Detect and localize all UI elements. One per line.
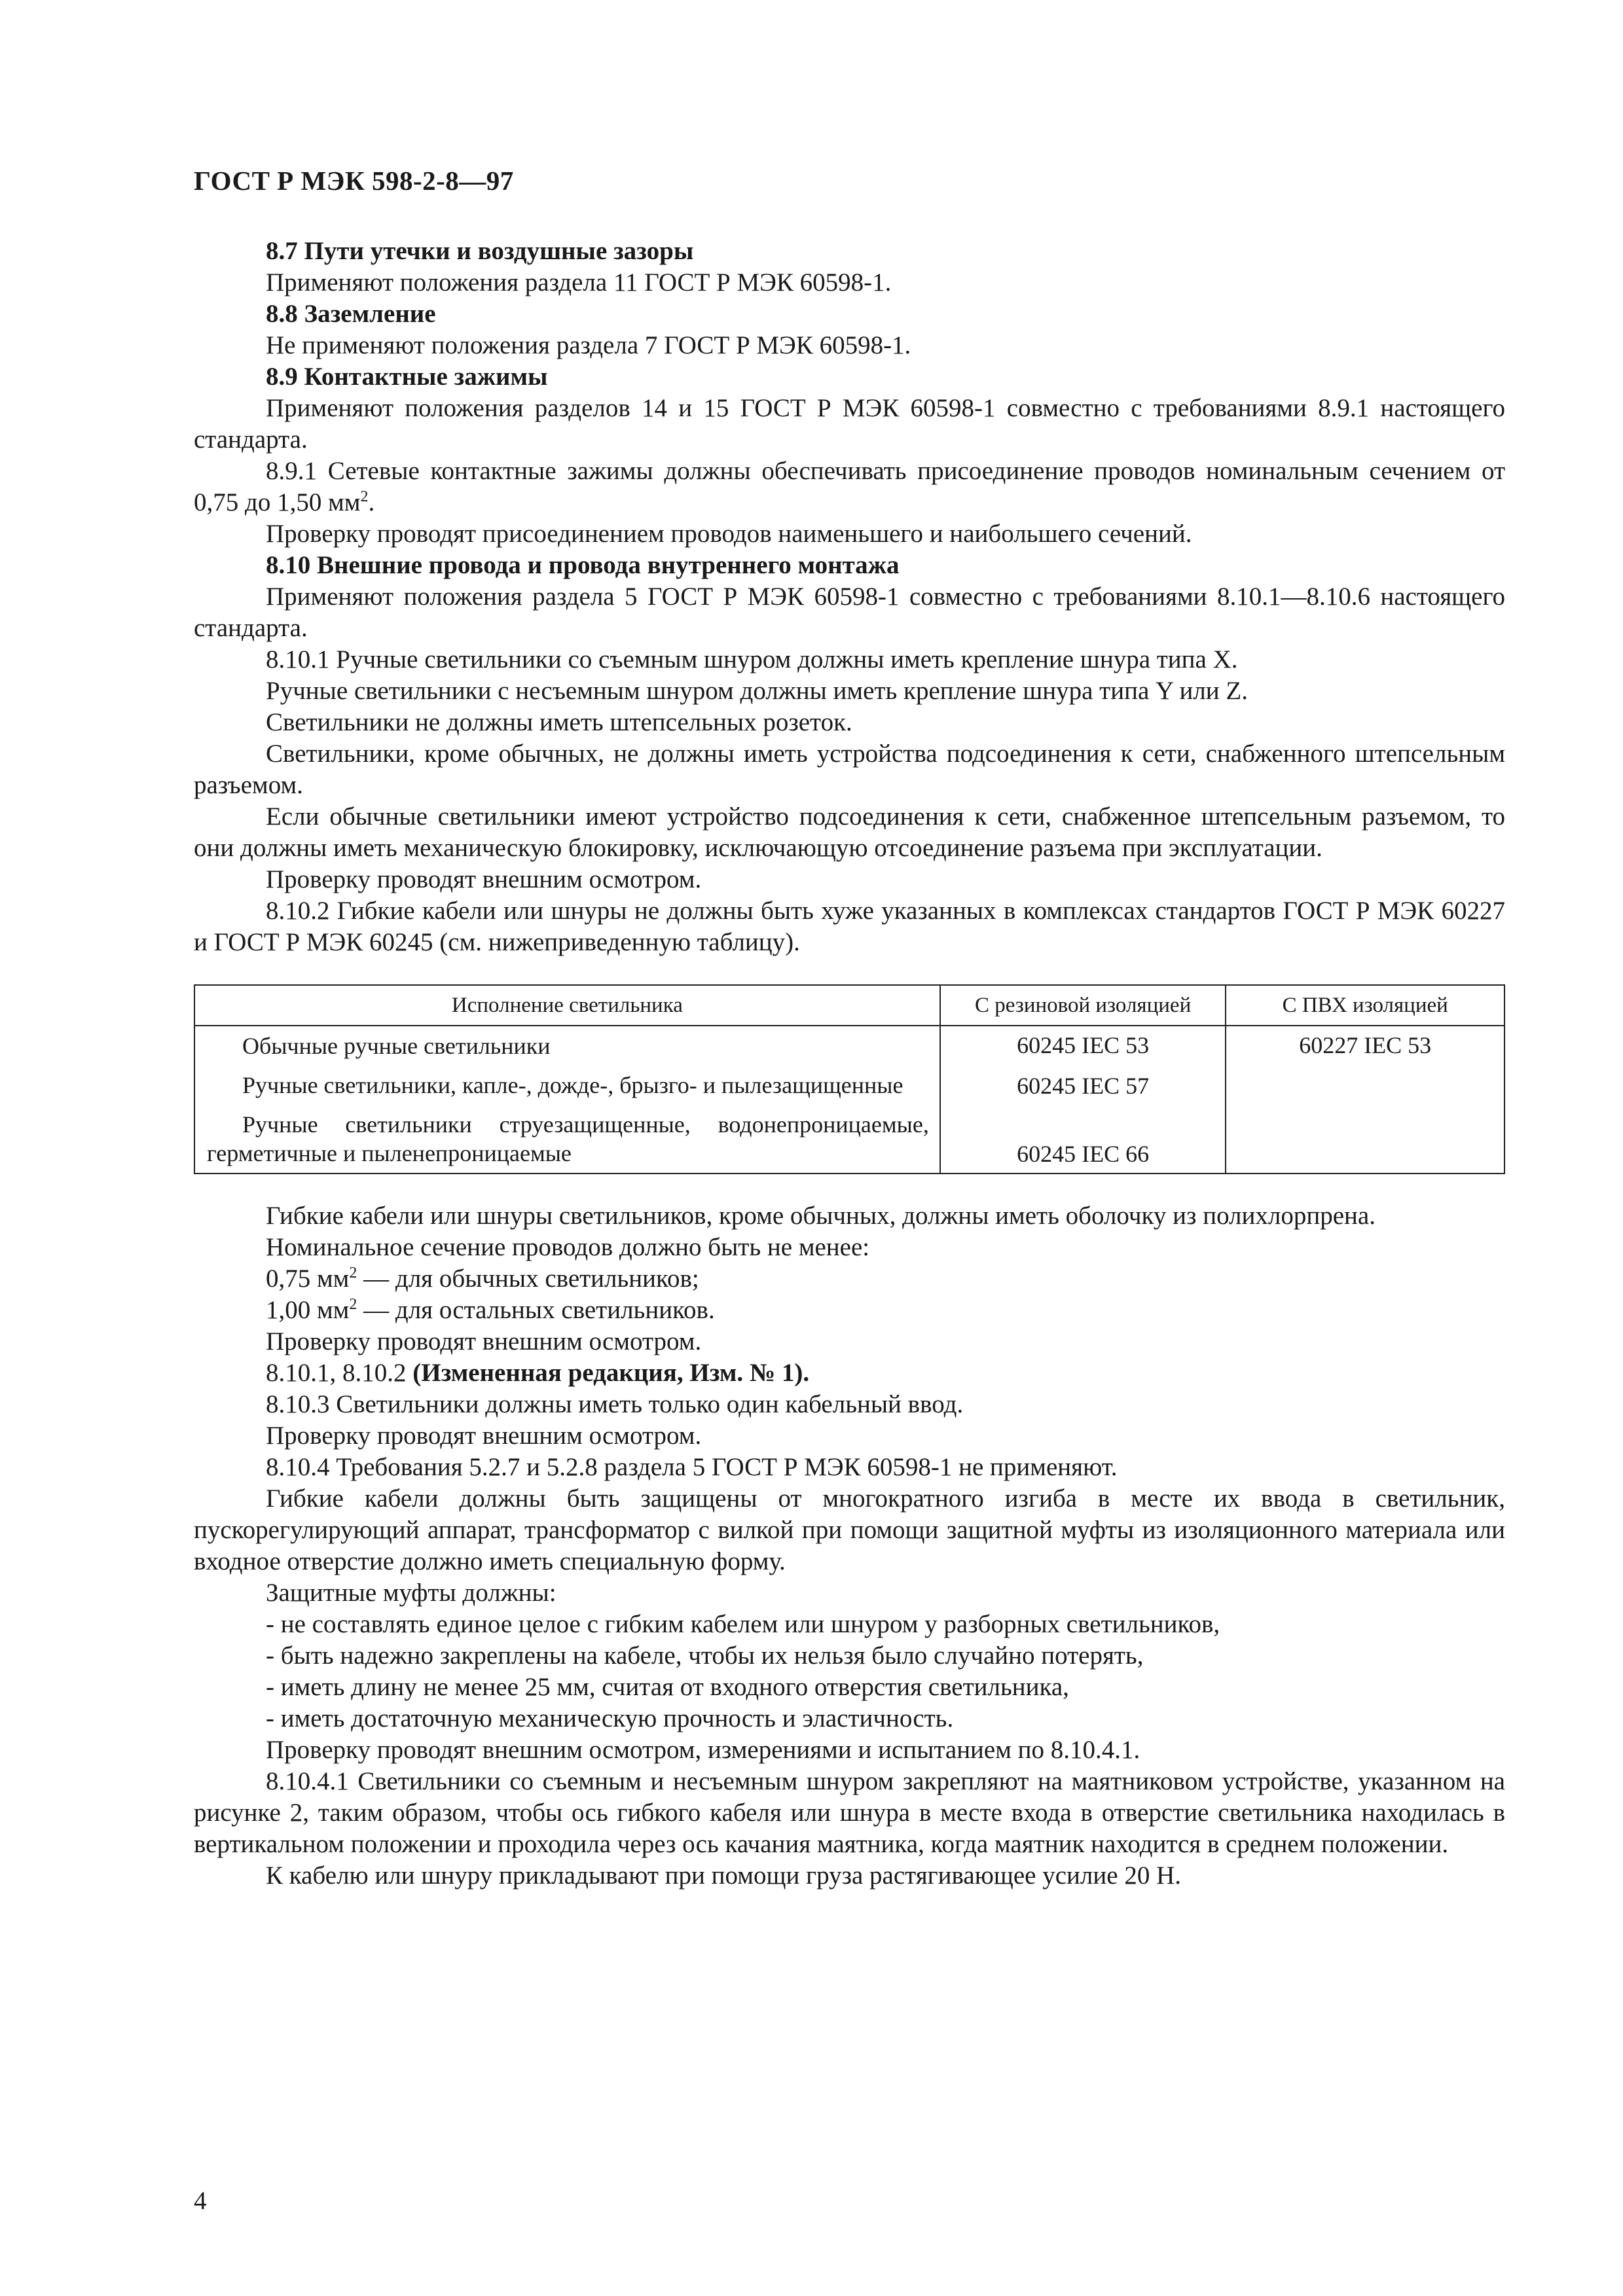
- after-table-b: Номинальное сечение проводов должно быть не менее:: [266, 1233, 870, 1261]
- section-8-7-title: 8.7 Пути утечки и воздушные зазоры: [266, 237, 694, 265]
- table-row: [194, 1026, 1504, 1066]
- page-number: 4: [194, 2187, 207, 2215]
- check-2: Проверку проводят внешним осмотром.: [266, 1327, 702, 1355]
- section-8-9-1-check: Проверку проводят присоединением проводов наименьшего и наибольшего сечений.: [266, 520, 1192, 548]
- section-8-10-4-1: 8.10.4.1 Светильники со съемным и несъемным шнуром закрепляют на маятниковом устройстве, указанном на рисунке 2, таким образом, чтобы ось гибкого кабеля или шнура в месте входа в отверстие светильника находилась в вертикальном положении и проходила через ось качания маятника, когда маятник находится в среднем положении.: [194, 1767, 1505, 1858]
- section-8-10-1-e: Если обычные светильники имеют устройство подсоединения к сети, снабженное штепсельным разъемом, то они должны иметь механическую блокировку, исключающую отсоединение разъема при эксплуатации.: [194, 802, 1505, 862]
- section-8-10-4-1-b: К кабелю или шнуру прикладывают при помощи груза растягивающее усилие 20 Н.: [266, 1861, 1181, 1890]
- section-1: 0,75 $мм^2$ — для обычных светильников;: [266, 1265, 699, 1293]
- section-8-10-2-a: 8.10.2 Гибкие кабели или шнуры не должны быть хуже указанных в комплексах стандартов ГОСТ Р МЭК 60227 и ГОСТ Р МЭК 60245 (см. нижеприведенную таблицу).: [194, 897, 1505, 956]
- table-row: [194, 1066, 1504, 1105]
- muff-intro: Защитные муфты должны:: [266, 1579, 556, 1607]
- table-cell: Обычные ручные светильники: [242, 1033, 551, 1059]
- table-cell: 60245 IEC 66: [940, 1105, 1226, 1174]
- check-4: Проверку проводят внешним осмотром, измерениями и испытанием по 8.10.4.1.: [266, 1736, 1140, 1764]
- muff-item: - иметь достаточную механическую прочность и эластичность.: [266, 1704, 954, 1732]
- table-cell: 60245 IEC 53: [940, 1026, 1226, 1066]
- after-table-a: Гибкие кабели или шнуры светильников, кроме обычных, должны иметь оболочку из полихлорпрена.: [266, 1202, 1376, 1230]
- section-8-7-text: Применяют положения раздела 11 ГОСТ Р МЭК 60598-1.: [266, 268, 892, 296]
- table-cell: 60245 IEC 57: [940, 1066, 1226, 1105]
- section-8-9-text: Применяют положения разделов 14 и 15 ГОСТ Р МЭК 60598-1 совместно с требованиями 8.9.1 настоящего стандарта.: [194, 394, 1505, 454]
- muff-item: - иметь длину не менее 25 мм, считая от входного отверстия светильника,: [266, 1673, 1069, 1701]
- table-header-cell: С резиновой изоляцией: [940, 985, 1226, 1026]
- table-cell: Ручные светильники струезащищенные, водонепроницаемые, герметичные и пыленепроницаемые: [207, 1111, 929, 1166]
- section-2: 1,00 $мм^2$ — для остальных светильников.: [266, 1296, 715, 1324]
- section-8-8-text: Не применяют положения раздела 7 ГОСТ Р МЭК 60598-1.: [266, 331, 911, 359]
- document-header: ГОСТ Р МЭК 598-2-8—97: [194, 166, 514, 196]
- edit-note: 8.10.1, 8.10.2 (Измененная редакция, Изм. № 1).: [266, 1359, 810, 1387]
- section-8-10-text: Применяют положения раздела 5 ГОСТ Р МЭК 60598-1 совместно с требованиями 8.10.1—8.10.6 настоящего стандарта.: [194, 583, 1505, 642]
- section-8-10-4-b: Гибкие кабели должны быть защищены от многократного изгиба в месте их ввода в светильник, пускорегулирующий аппарат, трансформатор с вилкой при помощи защитной муфты из изоляционного материала или входное отверстие должно иметь специальную форму.: [194, 1484, 1505, 1575]
- section-8-10-4: 8.10.4 Требования 5.2.7 и 5.2.8 раздела 5 ГОСТ Р МЭК 60598-1 не применяют.: [266, 1453, 1118, 1481]
- section-8-10-1-check: Проверку проводят внешним осмотром.: [266, 865, 702, 893]
- section-8-10-1-c: Светильники не должны иметь штепсельных розеток.: [266, 708, 852, 736]
- section-8-10-1-b: Ручные светильники с несъемным шнуром должны иметь крепление шнура типа Y или Z.: [266, 677, 1248, 705]
- section-8-10-1-a: 8.10.1 Ручные светильники со съемным шнуром должны иметь крепление шнура типа X.: [266, 645, 1238, 673]
- section-8-8-title: 8.8 Заземление: [266, 300, 436, 328]
- section-8-9-1-text: 8.9.1 Сетевые контактные зажимы должны обеспечивать присоединение проводов номинальным сечением от 0,75 до 1,50 $мм^2$.: [194, 457, 1505, 516]
- table-header-cell: Исполнение светильника: [194, 985, 940, 1026]
- section-8-10-3: 8.10.3 Светильники должны иметь только один кабельный ввод.: [266, 1390, 964, 1418]
- check-3: Проверку проводят внешним осмотром.: [266, 1422, 702, 1450]
- table-cell: [1226, 1066, 1504, 1105]
- muff-item: - быть надежно закреплены на кабеле, чтобы их нельзя было случайно потерять,: [266, 1641, 1144, 1670]
- section-8-10-title: 8.10 Внешние провода и провода внутреннего монтажа: [266, 551, 900, 579]
- table-cell: Ручные светильники, капле-, дожде-, брызго- и пылезащищенные: [242, 1072, 903, 1098]
- table-cell: [1226, 1105, 1504, 1174]
- document-page: [194, 165, 1505, 1892]
- table-header-cell: С ПВХ изоляцией: [1226, 985, 1504, 1026]
- cable-table: [194, 984, 1505, 1174]
- table-header-row: [194, 985, 1504, 1026]
- table-cell: 60227 IEC 53: [1226, 1026, 1504, 1066]
- section-8-9-title: 8.9 Контактные зажимы: [266, 363, 548, 391]
- table-row: [194, 1105, 1504, 1174]
- muff-item: - не составлять единое целое с гибким кабелем или шнуром у разборных светильников,: [266, 1610, 1220, 1638]
- section-8-10-1-d: Светильники, кроме обычных, не должны иметь устройства подсоединения к сети, снабженного штепсельным разъемом.: [194, 740, 1505, 799]
